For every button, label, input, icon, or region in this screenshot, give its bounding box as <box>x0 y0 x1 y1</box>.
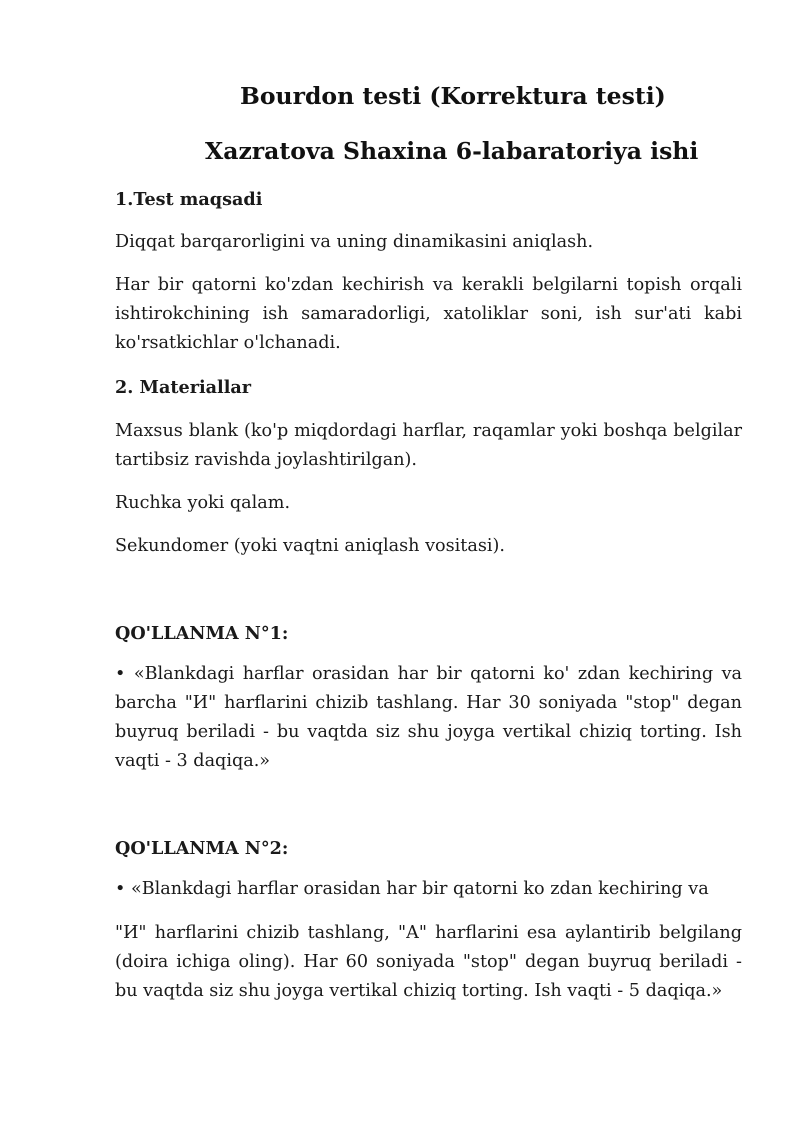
section-2-paragraph: Sekundomer (yoki vaqtni aniqlash vositasi). <box>115 536 505 556</box>
document-subtitle: Xazratova Shaxina 6-labaratoriya ishi <box>205 137 699 165</box>
section-2-heading: 2. Materiallar <box>115 377 252 398</box>
section-1-heading: 1.Test maqsadi <box>115 189 263 210</box>
section-1-paragraph: Har bir qatorni ko'zdan kechirish va kerakli belgilarni topish orqali ishtirokchining ish samaradorligi, xatoliklar soni, ish sur'ati kabi ko'rsatkichlar o'lchanadi. <box>115 275 742 353</box>
instruction-2-text: • «Blankdagi harflar orasidan har bir qatorni ko zdan kechiring va <box>115 879 709 899</box>
document-title: Bourdon testi (Korrektura testi) <box>240 82 666 110</box>
section-2-paragraph: Maxsus blank (ko'p miqdordagi harflar, raqamlar yoki boshqa belgilar tartibsiz ravishda joylashtirilgan). <box>115 421 742 470</box>
instruction-2-text-continued: "И" harflarini chizib tashlang, "A" harflarini esa aylantirib belgilang (doira ichiga oling). Har 60 soniyada "stop" degan buyruq beriladi - bu vaqtda siz shu joyga vertikal chiziq torting. Ish vaqti - 5 daqiqa.» <box>115 923 742 1001</box>
section-1-paragraph: Diqqat barqarorligini va uning dinamikasini aniqlash. <box>115 232 594 252</box>
instruction-2-heading: QO'LLANMA N°2: <box>115 838 289 859</box>
instruction-1-text: • «Blankdagi harflar orasidan har bir qatorni ko' zdan kechiring va barcha "И" harflarini chizib tashlang. Har 30 soniyada "stop" degan buyruq beriladi - bu vaqtda siz shu joyga vertikal chiziq torting. Ish vaqti - 3 daqiqa.» <box>115 664 742 771</box>
instruction-1-heading: QO'LLANMA N°1: <box>115 623 289 644</box>
section-2-paragraph: Ruchka yoki qalam. <box>115 493 291 513</box>
